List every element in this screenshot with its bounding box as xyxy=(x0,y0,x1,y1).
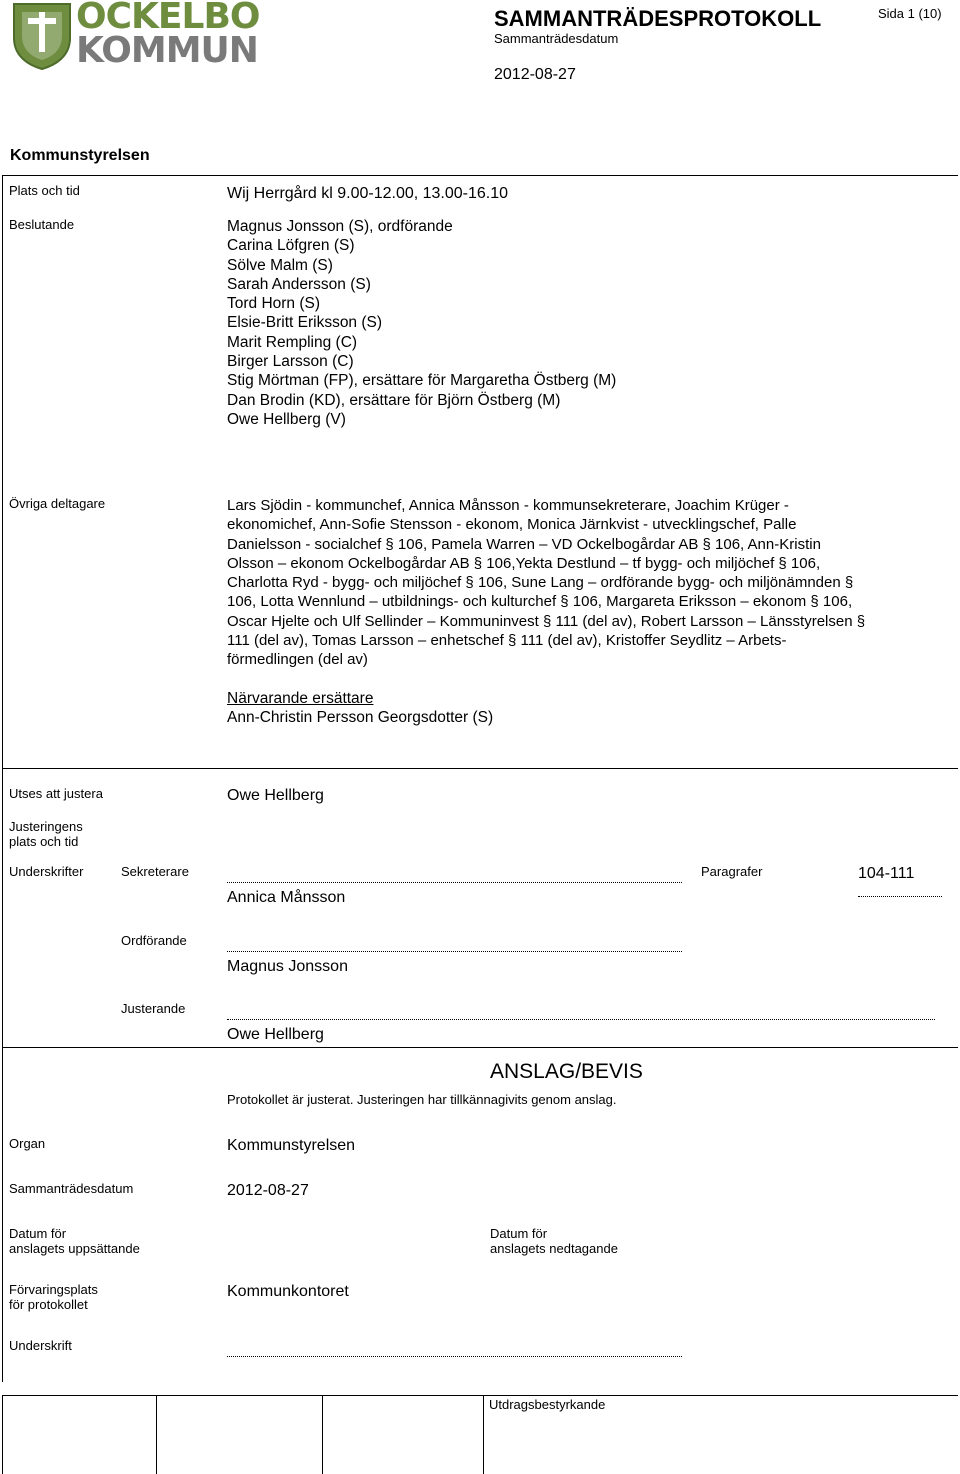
participants-line: förmedlingen (del av) xyxy=(227,651,368,669)
chair-signature-line xyxy=(227,951,682,952)
member: Marit Rempling (C) xyxy=(227,333,358,351)
storage-value: Kommunkontoret xyxy=(227,1283,349,1300)
coat-of-arms-icon xyxy=(12,2,72,70)
notice-signature-line xyxy=(227,1356,682,1357)
substitutes-value: Ann-Christin Persson Georgsdotter (S) xyxy=(227,709,494,726)
other-participants-text xyxy=(227,496,865,670)
participants-line: Olsson – ekonom Ockelbogårdar AB § 106,Yekta Destlund – tf bygg- och miljöchef § 106, xyxy=(227,554,821,572)
participants-divider xyxy=(2,768,958,769)
participants-line: Lars Sjödin - kommunchef, Annica Månsson - kommunsekreterare, Joachim Krüger - xyxy=(227,497,789,514)
extract-certification-label: Utdragsbestyrkande xyxy=(489,1397,606,1412)
substitutes-heading: Närvarande ersättare xyxy=(227,690,374,707)
paragraphs-line xyxy=(858,896,942,897)
chair-label: Ordförande xyxy=(121,933,187,948)
signatures-label: Underskrifter xyxy=(9,864,84,879)
notice-title: ANSLAG/BEVIS xyxy=(490,1060,643,1083)
organ-label: Organ xyxy=(9,1136,46,1151)
chair-name: Magnus Jonsson xyxy=(227,958,348,975)
other-participants-label: Övriga deltagare xyxy=(9,496,106,511)
adjusting-label: Justerande xyxy=(121,1001,186,1016)
adjuster-value: Owe Hellberg xyxy=(227,787,324,804)
participants-line: Oscar Hjelte och Ulf Sellinder – Kommuninvest § 111 (del av), Robert Larsson – Länsstyrelsen § xyxy=(227,612,866,630)
place-value: Wij Herrgård kl 9.00-12.00, 13.00-16.10 xyxy=(227,185,509,202)
page-number: Sida 1 (10) xyxy=(878,6,942,21)
participants-line: 111 (del av), Tomas Larsson – enhetschef § 111 (del av), Kristoffer Seydlitz – Arbets- xyxy=(227,632,787,650)
removed-date-label: Datum för anslagets nedtagande xyxy=(490,1226,618,1256)
meeting-date-label: Sammanträdesdatum xyxy=(494,31,619,46)
meeting-date: 2012-08-27 xyxy=(494,66,576,83)
notice-date-value: 2012-08-27 xyxy=(227,1182,309,1199)
adjusting-signature-line xyxy=(227,1019,935,1020)
signatures-divider xyxy=(2,1047,958,1048)
document-type: SAMMANTRÄDESPROTOKOLL xyxy=(494,6,822,31)
logo-wordmark xyxy=(76,0,260,71)
member: Sölve Malm (S) xyxy=(227,256,333,274)
member: Sarah Andersson (S) xyxy=(227,275,371,293)
notice-signature-label: Underskrift xyxy=(9,1338,72,1353)
participants-line: ekonomichef, Ann-Sofie Stensson - ekonom, Monica Järnkvist - utvecklingschef, Palle xyxy=(227,516,797,534)
participants-line: Charlotta Ryd - bygg- och miljöchef § 106, Sune Lang – ordförande bygg- och miljönämnden § xyxy=(227,574,854,592)
member: Carina Löfgren (S) xyxy=(227,237,355,255)
decision-makers-list xyxy=(227,217,616,429)
member: Owe Hellberg (V) xyxy=(227,410,346,428)
secretary-label: Sekreterare xyxy=(121,864,189,879)
member: Dan Brodin (KD), ersättare för Björn Östberg (M) xyxy=(227,391,561,409)
logo-line-1: OCKELBO xyxy=(76,0,260,37)
posted-date-label: Datum för anslagets uppsättande xyxy=(9,1226,140,1256)
header-divider xyxy=(2,175,958,176)
paragraphs-label: Paragrafer xyxy=(701,864,763,879)
notice-text: Protokollet är justerat. Justeringen har tillkännagivits genom anslag. xyxy=(227,1092,617,1107)
storage-label: Förvaringsplats för protokollet xyxy=(9,1282,98,1312)
logo-line-2: KOMMUN xyxy=(76,30,258,71)
secretary-signature-line xyxy=(227,882,682,883)
committee-name: Kommunstyrelsen xyxy=(10,147,150,164)
member: Magnus Jonsson (S), ordförande xyxy=(227,218,453,235)
organ-value: Kommunstyrelsen xyxy=(227,1137,356,1154)
left-border xyxy=(2,175,3,1382)
member: Birger Larsson (C) xyxy=(227,353,354,371)
place-label: Plats och tid xyxy=(9,183,80,198)
participants-line: Danielsson - socialchef § 106, Pamela Warren – VD Ockelbogårdar AB § 106, Ann-Kristin xyxy=(227,535,821,553)
paragraphs-value: 104-111 xyxy=(858,865,915,882)
notice-date-label: Sammanträdesdatum xyxy=(9,1181,134,1196)
decision-makers-label: Beslutande xyxy=(9,217,75,232)
participants-line: 106, Lotta Wennlund – utbildnings- och kulturchef § 106, Margareta Eriksson – ekonom § 106, xyxy=(227,593,853,611)
member: Tord Horn (S) xyxy=(227,295,321,313)
adjuster-label: Utses att justera xyxy=(9,786,103,801)
secretary-name: Annica Månsson xyxy=(227,889,346,906)
member: Elsie-Britt Eriksson (S) xyxy=(227,314,383,332)
adjusting-name: Owe Hellberg xyxy=(227,1026,324,1043)
member: Stig Mörtman (FP), ersättare för Margaretha Östberg (M) xyxy=(227,372,617,390)
adjust-place-label: Justeringens plats och tid xyxy=(9,819,83,849)
